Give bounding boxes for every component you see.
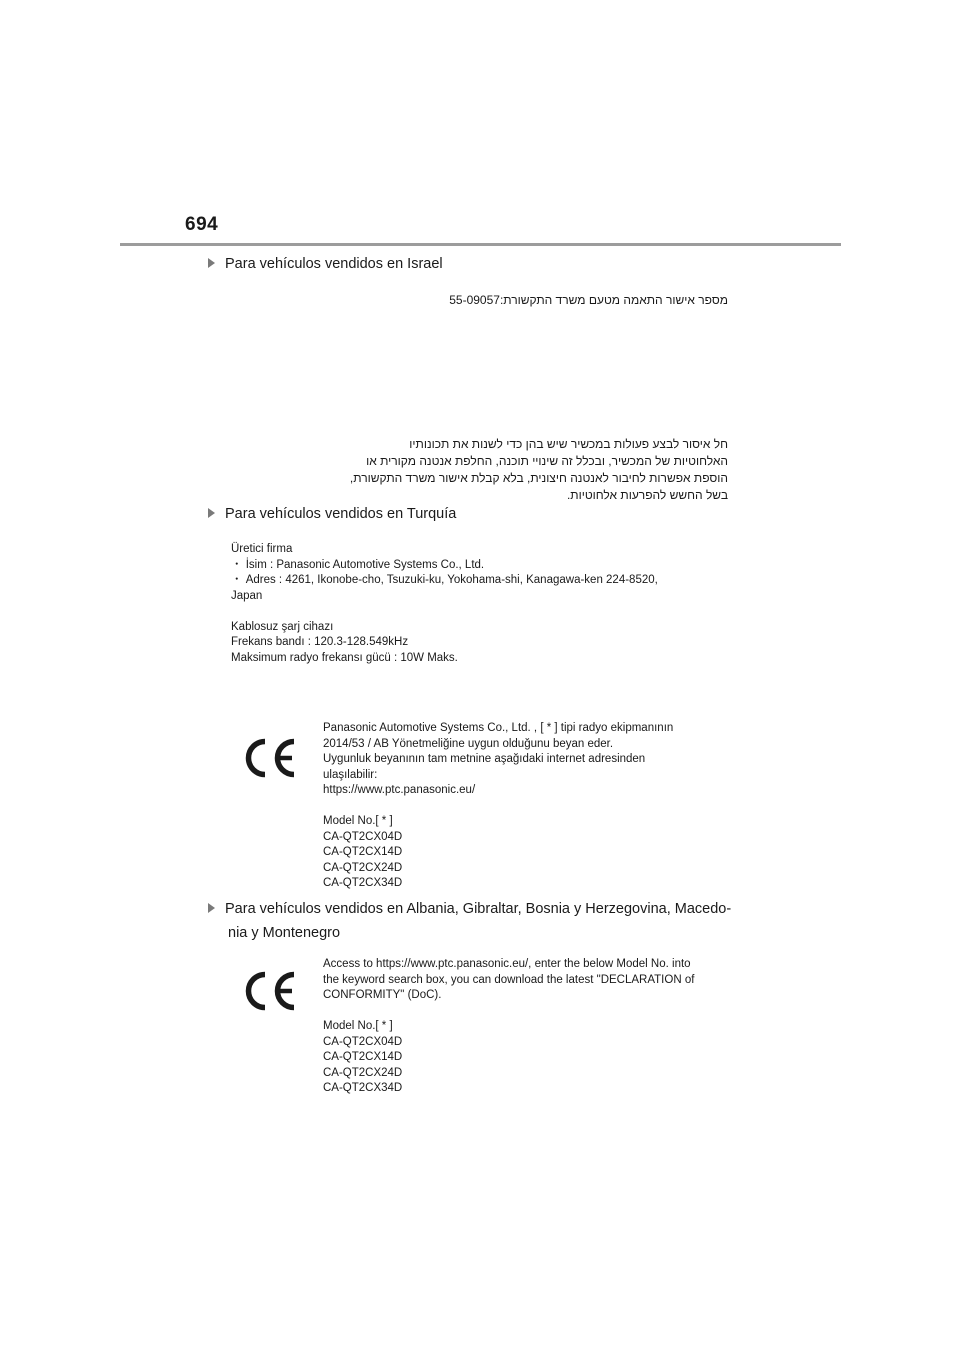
israel-heading [208, 252, 768, 276]
model-number: CA-QT2CX24D [323, 861, 403, 874]
israel-notice-line: הוספת אפשרות לחיבור לאנטנה חיצונית, בלא קבלת אישור משרד התקשורת, [349, 471, 728, 485]
max-rf-power: Maksimum radyo frekansı gücü : 10W Maks. [231, 651, 458, 664]
manufacturer-title: Üretici firma [231, 543, 293, 555]
declaration-url: https://www.ptc.panasonic.eu/ [323, 784, 476, 796]
declaration-line: Panasonic Automotive Systems Co., Ltd. , [ * ] tipi radyo ekipmanının [323, 722, 674, 734]
turkey-heading-text: Para vehículos vendidos en Turquía [225, 506, 457, 522]
manufacturer-address-cont: Japan [231, 589, 263, 602]
manufacturer-address: ・ Adres : 4261, Ikonobe-cho, Tsuzuki-ku, Yokohama-shi, Kanagawa-ken 224-8520, [231, 574, 658, 586]
device-title: Kablosuz şarj cihazı [231, 620, 334, 633]
model-number: CA-QT2CX14D [323, 846, 403, 858]
model-number: CA-QT2CX14D [323, 1051, 403, 1063]
israel-heading-text: Para vehículos vendidos en Israel [225, 256, 443, 272]
israel-notice [350, 436, 728, 504]
balkans-heading [208, 897, 768, 945]
model-number: CA-QT2CX04D [323, 830, 403, 843]
model-number-title: Model No.[ * ] [323, 815, 393, 827]
model-number: CA-QT2CX24D [323, 1066, 403, 1079]
ce-mark-icon [240, 970, 298, 1012]
model-number: CA-QT2CX34D [323, 1082, 403, 1094]
declaration-line: the keyword search box, you can download the latest "DECLARATION of [323, 973, 695, 986]
model-number-title: Model No.[ * ] [323, 1020, 393, 1032]
triangle-bullet-icon [208, 508, 215, 518]
frequency-band: Frekans bandı : 120.3-128.549kHz [231, 636, 409, 648]
manufacturer-name: ・ İsim : Panasonic Automotive Systems Co., Ltd. [231, 558, 485, 571]
balkans-heading-text: Para vehículos vendidos en Albania, Gibraltar, Bosnia y Herzegovina, Macedo- [225, 901, 732, 917]
declaration-line: CONFORMITY" (DoC). [323, 989, 442, 1001]
model-number: CA-QT2CX34D [323, 877, 403, 889]
turkey-manufacturer-info [231, 542, 658, 666]
turkey-heading [208, 502, 768, 526]
declaration-line: Uygunluk beyanının tam metnine aşağıdaki internet adresinden [323, 753, 646, 765]
ce-mark-icon [240, 737, 298, 779]
israel-notice-line: האלחוטיות של המכשיר, ובכלל זה שינויי תוכנה, החלפת אנטנה מקורית או [366, 454, 728, 468]
triangle-bullet-icon [208, 903, 215, 913]
model-number: CA-QT2CX04D [323, 1035, 403, 1048]
balkans-declaration [323, 957, 694, 1097]
triangle-bullet-icon [208, 258, 215, 268]
header-rule [120, 243, 841, 246]
israel-approval-number: מספר אישור התאמה מטעם משרד התקשורת:55-09057 [449, 293, 728, 307]
declaration-line: ulaşılabilir: [323, 768, 378, 781]
balkans-heading-cont: nia y Montenegro [228, 925, 341, 941]
declaration-line: Access to https://www.ptc.panasonic.eu/, enter the below Model No. into [323, 958, 691, 970]
turkey-declaration [323, 721, 673, 892]
israel-notice-line: בשל החשש להפרעות אלחוטיות. [566, 488, 728, 502]
declaration-line: 2014/53 / AB Yönetmeliğine uygun olduğunu beyan eder. [323, 737, 614, 750]
page-number: 694 [185, 214, 219, 235]
israel-notice-line: חל איסור לבצע פעולות במכשיר שיש בהן כדי לשנות את תכונותיו [409, 437, 728, 451]
